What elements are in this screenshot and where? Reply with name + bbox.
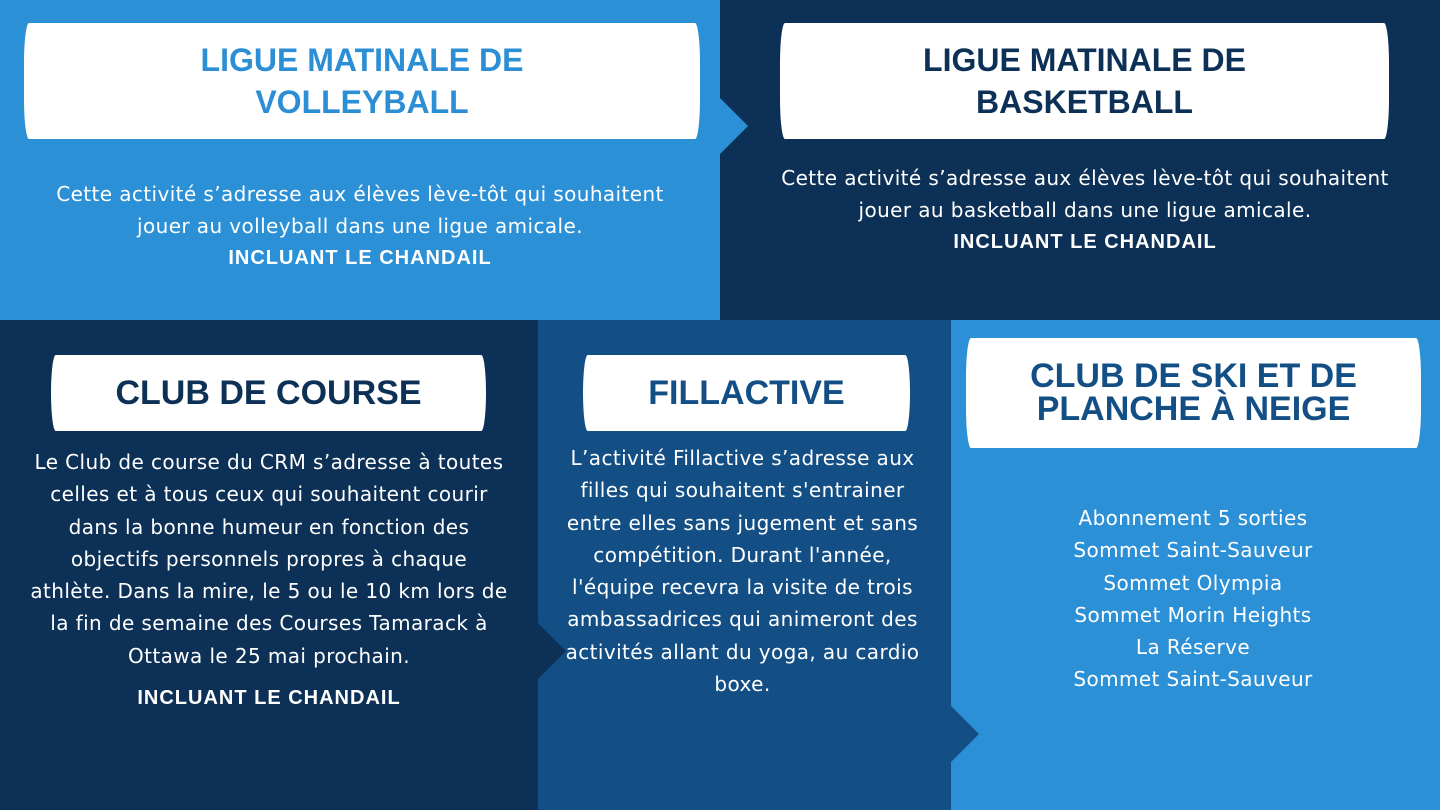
running-club-body (30, 446, 508, 714)
list-item: Sommet Saint-Sauveur (1073, 538, 1313, 563)
list-item: Sommet Morin Heights (1074, 602, 1312, 627)
running-club-title-banner (51, 355, 486, 431)
ski-club-title: CLUB DE SKI ET DE PLANCHE À NEIGE (1030, 357, 1357, 428)
fillactive-title-banner (583, 355, 910, 431)
fillactive-title: FILLACTIVE (648, 373, 845, 412)
fillactive-body (560, 442, 925, 700)
running-club-jersey-note: INCLUANT LE CHANDAIL (137, 687, 401, 710)
basketball-title-banner (780, 23, 1389, 139)
fillactive-description: L’activité Fillactive s’adresse aux filles qui souhaitent s'entrainer entre elles sans jugement et sans compétition. Durant l'année, l'équipe recevra la visite de trois ambassadrices qui animeront des activités allant du yoga, au cardio boxe. (565, 446, 920, 697)
volleyball-description: Cette activité s’adresse aux élèves lève-tôt qui souhaitent jouer au volleyball dans une ligue amicale. (56, 182, 664, 238)
arrow-connector (951, 706, 979, 762)
ski-club-body (1010, 502, 1376, 696)
list-item: La Réserve (1135, 635, 1251, 660)
basketball-body (760, 162, 1410, 258)
running-club-title: CLUB DE COURSE (115, 373, 422, 412)
ski-club-title-banner (966, 338, 1421, 448)
ski-destinations-list (1010, 502, 1376, 696)
volleyball-title: LIGUE MATINALE DE VOLLEYBALL (200, 42, 524, 120)
basketball-description: Cette activité s’adresse aux élèves lève-tôt qui souhaitent jouer au basketball dans une ligue amicale. (781, 166, 1389, 222)
arrow-connector (720, 98, 748, 154)
running-club-description: Le Club de course du CRM s’adresse à toutes celles et à tous ceux qui souhaitent courir dans la bonne humeur en fonction des objectifs personnels propres à chaque athlète. Dans la mire, le 5 ou le 10 km lors de la fin de semaine des Courses Tamarack à Ottawa le 25 mai prochain. (30, 450, 508, 668)
list-item: Abonnement 5 sorties (1078, 506, 1308, 530)
volleyball-body (36, 178, 684, 274)
list-item: Sommet Olympia (1103, 570, 1283, 595)
volleyball-jersey-note: INCLUANT LE CHANDAIL (228, 247, 492, 269)
basketball-jersey-note: INCLUANT LE CHANDAIL (953, 231, 1217, 253)
volleyball-title-banner (24, 23, 700, 139)
list-item: Sommet Saint-Sauveur (1073, 667, 1313, 692)
basketball-title: LIGUE MATINALE DE BASKETBALL (923, 42, 1246, 120)
